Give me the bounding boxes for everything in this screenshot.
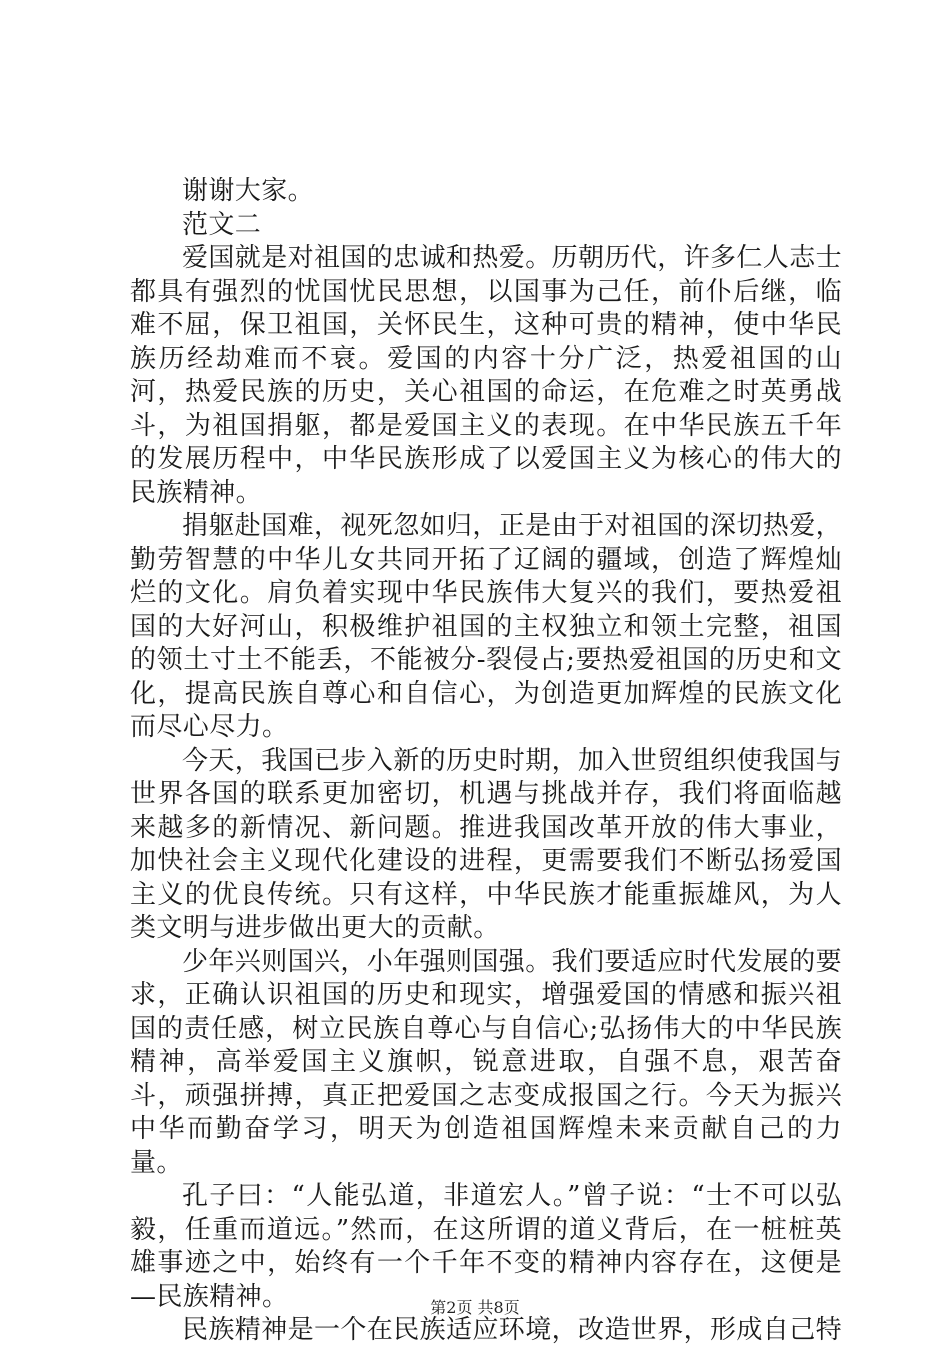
page-number-footer: 第2页 共8页: [430, 1298, 520, 1317]
paragraph: 爱国就是对祖国的忠诚和热爱。历朝历代，许多仁人志士都具有强烈的忧国忧民思想，以国事为己任，前仆后继，临难不屈，保卫祖国，关怀民生，这种可贵的精神，使中华民族历经劫难而不衰。爱国的内容十分广泛，热爱祖国的山河，热爱民族的历史，关心祖国的命运，在危难之时英勇战斗，为祖国捐躯，都是爱国主义的表现。在中华民族五千年的发展历程中，中华民族形成了以爱国主义为核心的伟大的民族精神。: [130, 243, 843, 508]
document-body: [130, 175, 842, 1348]
paragraph: 少年兴则国兴，小年强则国强。我们要适应时代发展的要求，正确认识祖国的历史和现实，增强爱国的情感和振兴祖国的责任感，树立民族自尊心与自信心;弘扬伟大的中华民族精神，高举爱国主义旗帜，锐意进取，自强不息，艰苦奋斗，顽强拼搏，真正把爱国之志变成报国之行。今天为振兴中华而勤奋学习，明天为创造祖国辉煌未来贡献自己的力量。: [130, 946, 843, 1178]
paragraph: 捐躯赴国难，视死忽如归，正是由于对祖国的深切热爱，勤劳智慧的中华儿女共同开拓了辽阔的疆域，创造了辉煌灿烂的文化。肩负着实现中华民族伟大复兴的我们，要热爱祖国的大好河山，积极维护祖国的主权独立和领土完整，祖国的领土寸土不能丢，不能被分-裂侵占;要热爱祖国的历史和文化，提高民族自尊心和自信心，为创造更加辉煌的民族文化而尽心尽力。: [130, 511, 843, 742]
closing-line: 谢谢大家。: [182, 176, 315, 206]
paragraph: 今天，我国已步入新的历史时期，加入世贸组织使我国与世界各国的联系更加密切，机遇与挑战并存，我们将面临越来越多的新情况、新问题。推进我国改革开放的伟大事业，加快社会主义现代化建设的进程，更需要我们不断弘扬爱国主义的优良传统。只有这样，中华民族才能重振雄风，为人类文明与进步做出更大的贡献。: [130, 745, 843, 943]
paragraph: 孔子曰：“人能弘道，非道宏人。”曾子说：“士不可以弘毅，任重而道远。”然而，在这所谓的道义背后，在一桩桩英雄事迹之中，始终有一个千年不变的精神内容存在，这便是—民族精神。: [130, 1181, 842, 1312]
section-heading: 范文二: [182, 209, 262, 240]
paragraph: 民族精神是一个在民族适应环境，改造世界，形成自己特: [182, 1315, 843, 1345]
